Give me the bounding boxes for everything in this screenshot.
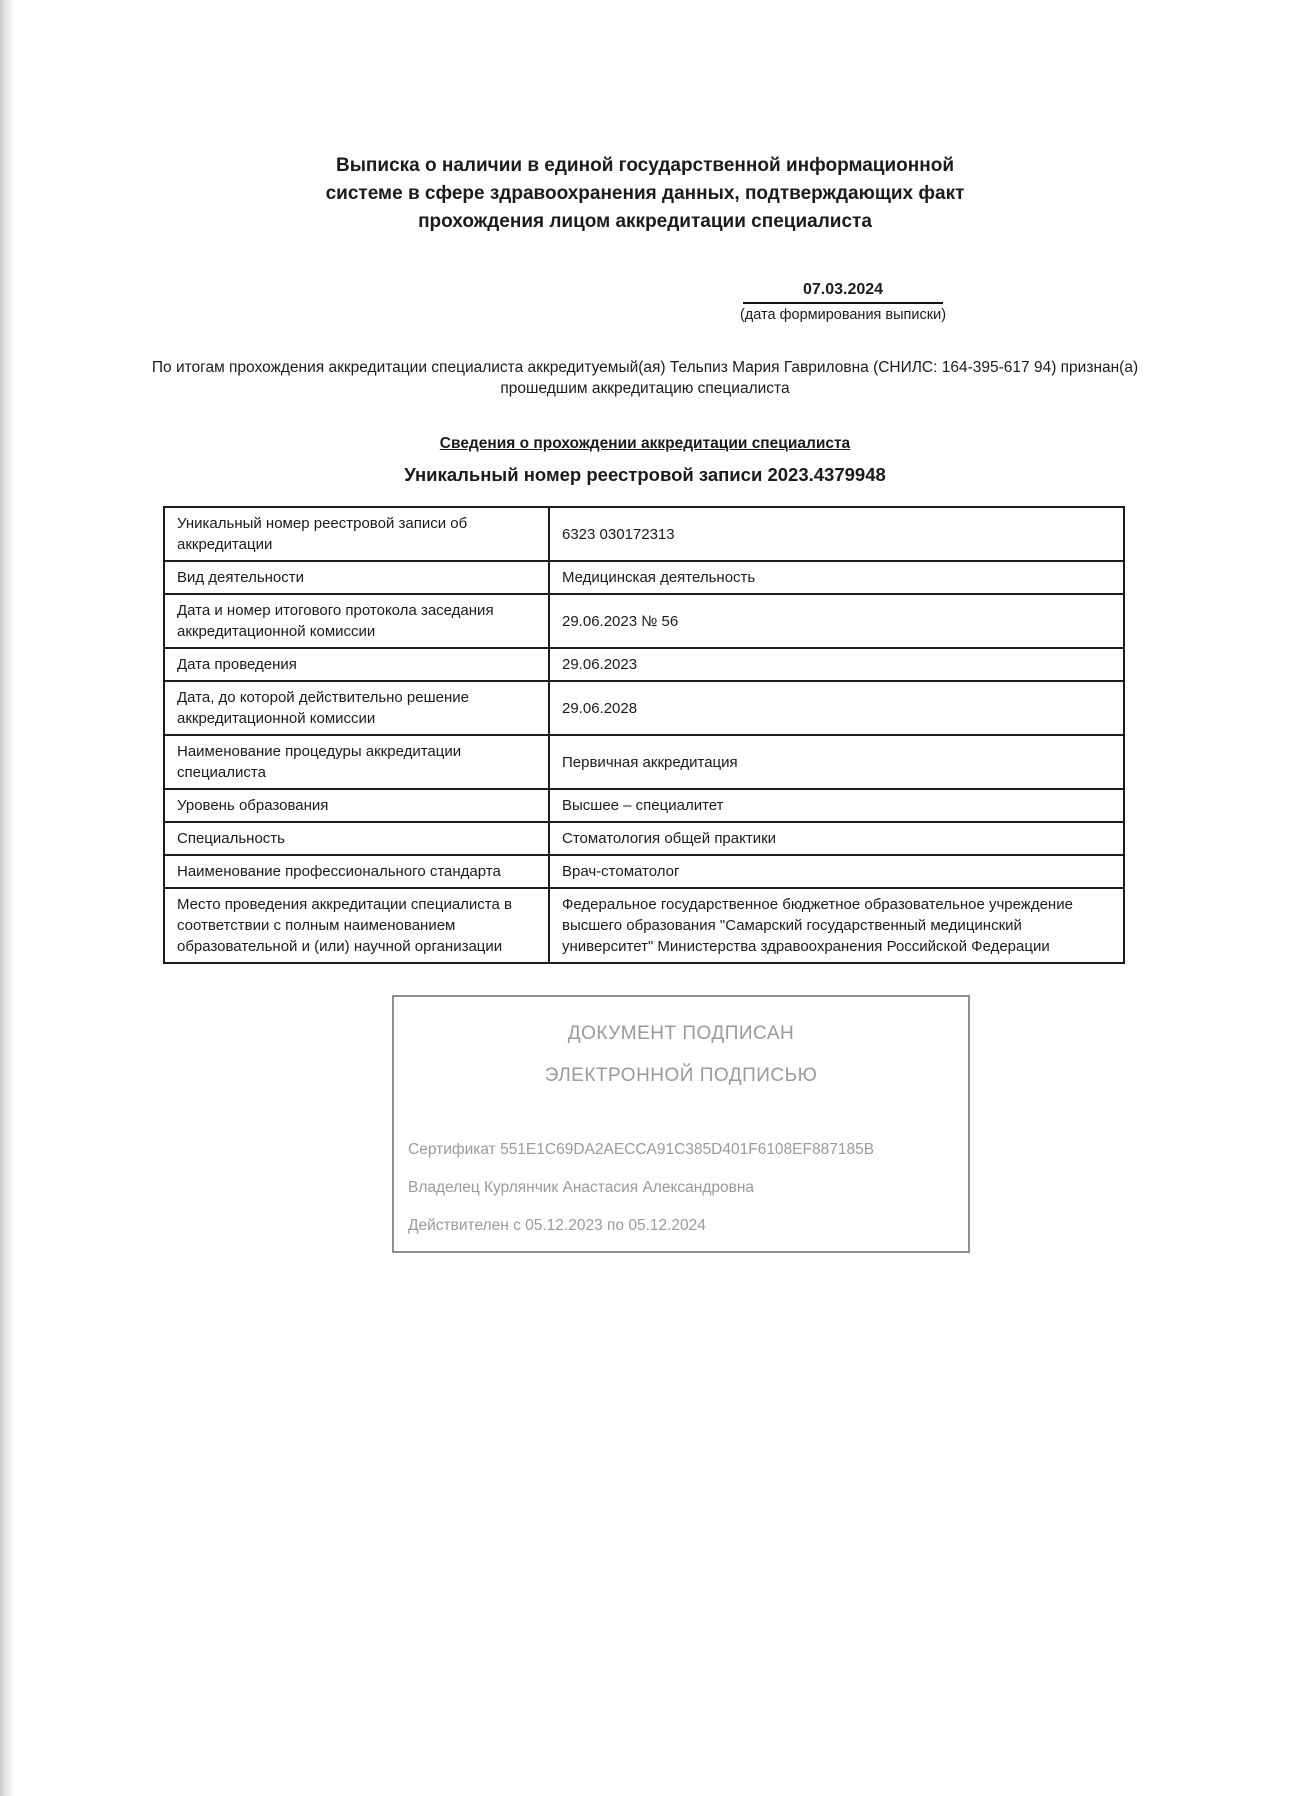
row-value-cell: 29.06.2023 № 56 bbox=[549, 594, 1124, 648]
table-row bbox=[164, 561, 1124, 594]
row-value-cell: Стоматология общей практики bbox=[549, 822, 1124, 855]
signature-stamp-title-line: ДОКУМЕНТ ПОДПИСАН bbox=[567, 1023, 795, 1044]
row-value-cell: Первичная аккредитация bbox=[549, 735, 1124, 789]
certificate-owner-line: Владелец Курлянчик Анастасия Александровна bbox=[408, 1179, 755, 1196]
table-row bbox=[164, 681, 1124, 735]
signature-stamp-title-line: ЭЛЕКТРОННОЙ ПОДПИСЬЮ bbox=[544, 1065, 818, 1086]
row-value-cell: 29.06.2023 bbox=[549, 648, 1124, 681]
table-row bbox=[164, 507, 1124, 561]
document-title-line: Выписка о наличии в единой государственной информационной bbox=[335, 155, 955, 176]
page-edge-shadow bbox=[0, 0, 14, 1796]
registry-number-heading: Уникальный номер реестровой записи 2023.4379948 bbox=[404, 464, 886, 485]
row-label-cell: Наименование процедуры аккредитации специалиста bbox=[164, 735, 549, 789]
certificate-validity-line: Действителен с 05.12.2023 по 05.12.2024 bbox=[408, 1217, 706, 1234]
table-row bbox=[164, 822, 1124, 855]
formation-date-block bbox=[723, 281, 963, 323]
certificate-line: Сертификат 551E1C69DA2AECCA91C385D401F6108EF887185B bbox=[408, 1141, 875, 1158]
table-row bbox=[164, 735, 1124, 789]
row-label-cell: Дата проведения bbox=[164, 648, 549, 681]
row-value-cell: Медицинская деятельность bbox=[549, 561, 1124, 594]
accreditation-result-paragraph: По итогам прохождения аккредитации специалиста аккредитуемый(ая) Тельпиз Мария Гавриловна (СНИЛС: 164-395-617 94) признан(а) прошедшим аккредитацию специалиста bbox=[151, 359, 1139, 397]
signature-stamp-title bbox=[394, 1013, 968, 1097]
row-value-cell: Федеральное государственное бюджетное образовательное учреждение высшего образования "Самарский государственный медицинский университет" Министерства здравоохранения Российской Федерации bbox=[549, 888, 1124, 963]
table-row bbox=[164, 594, 1124, 648]
document-title-line: прохождения лицом аккредитации специалиста bbox=[418, 211, 872, 232]
row-label-cell: Дата и номер итогового протокола заседания аккредитационной комиссии bbox=[164, 594, 549, 648]
table-row bbox=[164, 855, 1124, 888]
row-value-cell: 6323 030172313 bbox=[549, 507, 1124, 561]
document-title-line: системе в сфере здравоохранения данных, подтверждающих факт bbox=[325, 183, 965, 204]
row-label-cell: Наименование профессионального стандарта bbox=[164, 855, 549, 888]
row-label-cell: Уникальный номер реестровой записи об аккредитации bbox=[164, 507, 549, 561]
row-label-cell: Вид деятельности bbox=[164, 561, 549, 594]
row-value-cell: Врач-стоматолог bbox=[549, 855, 1124, 888]
document-title bbox=[0, 152, 1290, 236]
formation-date: 07.03.2024 bbox=[743, 281, 943, 304]
table-row bbox=[164, 648, 1124, 681]
row-label-cell: Уровень образования bbox=[164, 789, 549, 822]
formation-date-caption: (дата формирования выписки) bbox=[739, 307, 947, 323]
row-value-cell: Высшее – специалитет bbox=[549, 789, 1124, 822]
table-row bbox=[164, 789, 1124, 822]
row-value-cell: 29.06.2028 bbox=[549, 681, 1124, 735]
row-label-cell: Дата, до которой действительно решение аккредитационной комиссии bbox=[164, 681, 549, 735]
row-label-cell: Место проведения аккредитации специалиста в соответствии с полным наименованием образовательной и (или) научной организации bbox=[164, 888, 549, 963]
section-heading: Сведения о прохождении аккредитации специалиста bbox=[439, 435, 851, 452]
accreditation-table bbox=[163, 506, 1125, 964]
accreditation-table-body bbox=[164, 507, 1124, 963]
electronic-signature-stamp bbox=[392, 995, 970, 1253]
table-row bbox=[164, 888, 1124, 963]
row-label-cell: Специальность bbox=[164, 822, 549, 855]
